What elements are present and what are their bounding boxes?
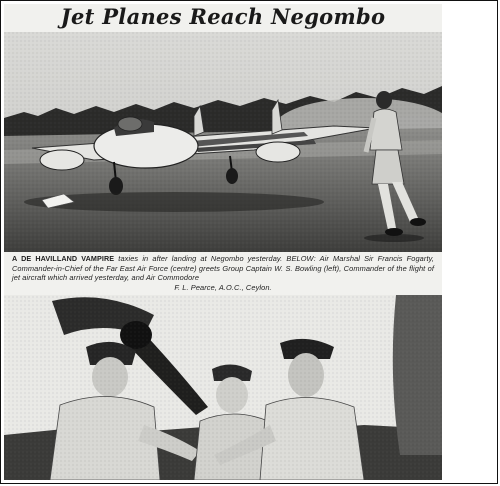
caption-body: taxies in after landing at Negombo yesterday. BELOW: Air Marshal Sir Francis Fogarty, Commander-in-Chief of the Far East Air Force (centre) greets Group Captain W. S. Bowling (left), Commander of the flight of jet aircraft which arrived yesterday, and Air Commodore [12, 254, 434, 283]
officers-greeting-photo [4, 295, 442, 480]
aircraft-photo-image [4, 32, 442, 252]
aircraft-photo [4, 32, 442, 252]
caption-last-line: F. L. Pearce, A.O.C., Ceylon. [174, 282, 272, 292]
newspaper-clipping [4, 4, 442, 480]
headline: Jet Planes Reach Negombo [60, 4, 386, 29]
photo-caption [12, 254, 434, 294]
officers-photo-image [4, 295, 442, 480]
caption-lead: A DE HAVILLAND VAMPIRE [12, 254, 115, 263]
